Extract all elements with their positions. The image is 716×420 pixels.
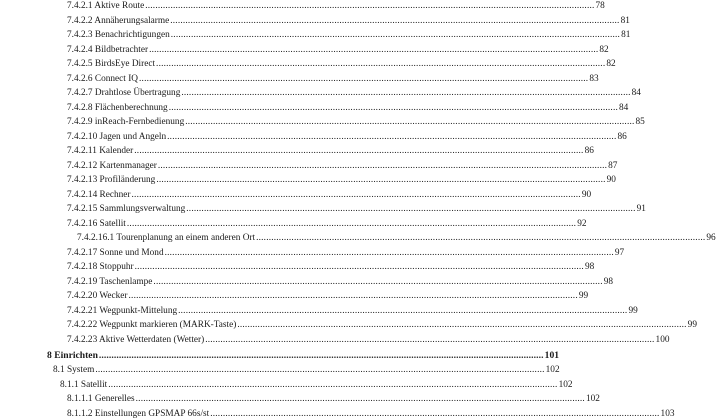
toc-entry[interactable] xyxy=(67,247,625,259)
toc-entry-page: 102 xyxy=(558,379,573,390)
toc-entry[interactable] xyxy=(67,44,609,56)
toc-leader-dots xyxy=(185,116,634,128)
toc-entry[interactable] xyxy=(60,379,573,391)
toc-entry-title: 7.4.2.21 Wegpunkt-Mittelung xyxy=(67,305,178,316)
toc-entry[interactable] xyxy=(77,232,716,244)
toc-entry[interactable] xyxy=(67,174,616,186)
toc-entry-title: 7.4.2.9 inReach-Fernbedienung xyxy=(67,117,185,127)
toc-entry-page: 85 xyxy=(635,117,645,127)
toc-entry-page: 99 xyxy=(628,305,638,316)
toc-entry-page: 100 xyxy=(655,334,670,345)
toc-leader-dots xyxy=(108,379,557,391)
toc-entry-page: 102 xyxy=(545,365,560,375)
toc-entry-title: 7.4.2.2 Annäherungsalarme xyxy=(67,15,170,26)
toc-entry-title: 7.4.2.17 Sonne und Mond xyxy=(67,247,164,258)
toc-entry[interactable] xyxy=(67,305,638,317)
toc-entry-page: 86 xyxy=(617,131,627,142)
toc-entry-page: 81 xyxy=(621,30,631,40)
toc-leader-dots xyxy=(170,15,619,27)
toc-leader-dots xyxy=(178,305,627,317)
toc-entry-title: 7.4.2.18 Stoppuhr xyxy=(67,262,134,272)
toc-entry-title: 8.1.1 Satellit xyxy=(60,379,108,390)
toc-entry[interactable] xyxy=(67,261,595,273)
toc-entry-page: 82 xyxy=(606,59,616,69)
toc-leader-dots xyxy=(134,145,583,157)
toc-entry[interactable] xyxy=(67,102,629,114)
toc-entry-page: 92 xyxy=(577,218,587,229)
toc-entry[interactable] xyxy=(67,334,670,346)
toc-entry-title: 7.4.2.19 Taschenlampe xyxy=(67,276,153,287)
toc-leader-dots xyxy=(167,131,616,143)
toc-leader-dots xyxy=(237,319,686,331)
toc-leader-dots xyxy=(169,102,618,114)
toc-leader-dots xyxy=(132,189,581,201)
toc-leader-dots xyxy=(181,87,630,99)
toc-entry[interactable] xyxy=(67,276,614,288)
toc-leader-dots xyxy=(145,0,594,12)
toc-entry[interactable] xyxy=(67,189,592,201)
toc-entry[interactable] xyxy=(67,73,599,85)
toc-leader-dots xyxy=(129,290,578,302)
toc-entry-page: 98 xyxy=(603,276,614,287)
toc-entry[interactable] xyxy=(67,393,600,405)
toc-entry-title: 7.4.2.7 Drahtlose Übertragung xyxy=(67,88,181,98)
toc-leader-dots xyxy=(135,261,584,273)
toc-entry[interactable] xyxy=(67,160,618,172)
toc-entry-title: 7.4.2.15 Sammlungsverwaltung xyxy=(67,204,186,214)
toc-entry[interactable] xyxy=(67,15,630,27)
toc-entry-page: 87 xyxy=(608,160,618,171)
toc-leader-dots xyxy=(186,203,635,215)
toc-entry-title: 7.4.2.10 Jagen und Angeln xyxy=(67,131,167,142)
toc-entry-title: 7.4.2.20 Wecker xyxy=(67,291,128,301)
toc-entry-page: 82 xyxy=(599,44,609,55)
toc-leader-dots xyxy=(256,232,705,244)
toc-leader-dots xyxy=(127,218,576,230)
toc-entry-page: 84 xyxy=(631,88,641,98)
toc-leader-dots xyxy=(156,174,605,186)
toc-entry-page: 101 xyxy=(544,350,560,361)
toc-entry-page: 99 xyxy=(687,320,697,330)
toc-entry-title: 7.4.2.14 Rechner xyxy=(67,189,131,200)
toc-entry-page: 90 xyxy=(606,175,616,185)
toc-entry[interactable] xyxy=(67,218,587,230)
toc-entry[interactable] xyxy=(67,145,594,157)
toc-entry-page: 91 xyxy=(636,204,646,214)
toc-chapter-entry[interactable] xyxy=(47,350,560,362)
toc-leader-dots xyxy=(139,73,588,85)
toc-entry[interactable] xyxy=(67,0,605,12)
toc-entry[interactable] xyxy=(67,58,616,70)
toc-entry-title: 7.4.2.22 Wegpunkt markieren (MARK-Taste) xyxy=(67,320,237,330)
toc-leader-dots xyxy=(95,364,544,376)
toc-entry-page: 90 xyxy=(581,189,592,200)
toc-entry-title: 7.4.2.3 Benachrichtigungen xyxy=(67,30,170,40)
toc-entry-page: 81 xyxy=(620,15,630,26)
toc-entry[interactable] xyxy=(67,87,641,99)
toc-entry-title: 8 Einrichten xyxy=(47,350,98,361)
toc-entry-page: 98 xyxy=(584,262,595,272)
toc-entry-page: 103 xyxy=(660,408,675,419)
toc-leader-dots xyxy=(165,247,614,259)
toc-entry-title: 7.4.2.8 Flächenberechnung xyxy=(67,102,168,113)
toc-entry-partial[interactable] xyxy=(67,408,675,420)
toc-leader-dots xyxy=(156,58,605,70)
toc-entry[interactable] xyxy=(67,290,589,302)
toc-leader-dots xyxy=(205,334,654,346)
toc-entry-title: 7.4.2.16 Satellit xyxy=(67,218,126,229)
toc-entry-page: 97 xyxy=(614,247,625,258)
toc-entry-page: 102 xyxy=(585,394,600,404)
toc-entry-title: 7.4.2.16.1 Tourenplanung an einem anderen Ort xyxy=(77,233,256,243)
toc-entry-title: 7.4.2.4 Bildbetrachter xyxy=(67,44,149,55)
toc-entry-title: 8.1.1.1 Generelles xyxy=(67,394,135,404)
toc-leader-dots xyxy=(99,350,544,362)
toc-entry[interactable] xyxy=(67,203,646,215)
toc-entry-title: 8.1 System xyxy=(53,365,95,375)
toc-entry[interactable] xyxy=(67,116,645,128)
toc-entry-title: 7.4.2.12 Kartenmanager xyxy=(67,160,157,171)
toc-entry-title: 7.4.2.13 Profiländerung xyxy=(67,175,156,185)
toc-entry-title: 7.4.2.23 Aktive Wetterdaten (Wetter) xyxy=(67,334,205,345)
toc-entry-title: 7.4.2.1 Aktive Route xyxy=(67,1,145,11)
toc-entry-page: 83 xyxy=(589,73,599,84)
toc-entry-title: 7.4.2.6 Connect IQ xyxy=(67,73,139,84)
toc-entry[interactable] xyxy=(67,29,631,41)
toc-leader-dots xyxy=(210,408,659,420)
toc-entry-title: 8.1.1.2 Einstellungen GPSMAP 66s/st xyxy=(67,408,210,419)
toc-leader-dots xyxy=(171,29,620,41)
toc-entry[interactable] xyxy=(53,364,560,376)
toc-entry[interactable] xyxy=(67,131,627,143)
toc-entry-page: 96 xyxy=(706,233,716,243)
toc-entry-title: 7.4.2.11 Kalender xyxy=(67,146,134,156)
toc-entry-page: 86 xyxy=(584,146,594,156)
toc-entry-page: 84 xyxy=(619,102,629,113)
toc-leader-dots xyxy=(149,44,598,56)
toc-entry-page: 99 xyxy=(578,291,589,301)
toc-leader-dots xyxy=(153,276,602,288)
toc-leader-dots xyxy=(158,160,607,172)
toc-entry-page: 78 xyxy=(595,1,605,11)
toc-entry-title: 7.4.2.5 BirdsEye Direct xyxy=(67,59,156,69)
toc-leader-dots xyxy=(136,393,585,405)
toc-entry[interactable] xyxy=(67,319,697,331)
